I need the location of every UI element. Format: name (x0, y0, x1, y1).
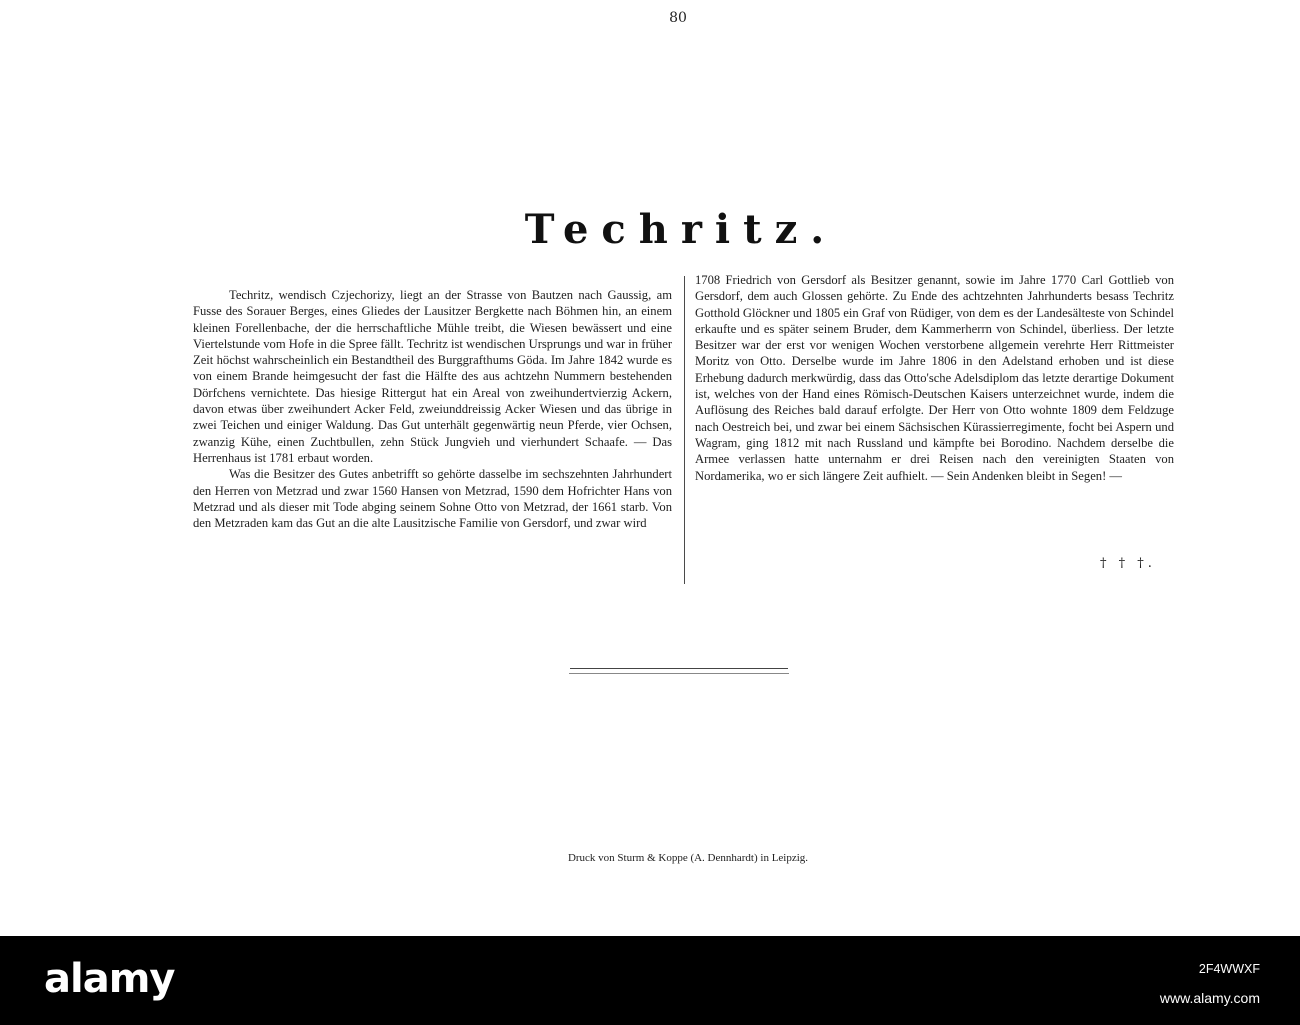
right-column (695, 272, 1174, 484)
article-title: Techritz. (524, 206, 838, 253)
printer-imprint: Druck von Sturm & Koppe (A. Dennhardt) in Leipzig. (567, 852, 809, 864)
left-column (193, 287, 672, 531)
site-url: www.alamy.com (1159, 990, 1260, 1006)
paragraph: Techritz, wendisch Czjechorizy, liegt an der Strasse von Bautzen nach Gaussig, am Fusse des Sorauer Berges, eines Gliedes der Lausitzer Bergkette nach Böhmen hin, an einem kleinen Forellenbache, der die herrschaftliche Mühle treibt, die Wiesen bewässert und eine Viertelstunde vom Hofe in die Spree fällt. Techritz ist wendischen Ursprungs und war in früher Zeit höchst wahrscheinlich ein Bestandtheil des Burggrafthums Göda. Im Jahre 1842 wurde es von einem Brande heimgesucht der fast die Hälfte des aus achtzehn Nummern bestehenden Dörfchens vernichtete. Das hiesige Rittergut hat ein Areal von zweihundertvierzig Ackern, davon etwas über zweihundert Acker Feld, zweiunddreissig Acker Wiesen und das übrige in zwei Teichen und einiger Waldung. Das Gut unterhält gegenwärtig neun Pferde, vier Ochsen, zwanzig Kühe, einen Zuchtbullen, zehn Stück Jungvieh und vierhundert Schaafe. — Das Herrenhaus ist 1781 erbaut worden. (193, 288, 673, 465)
paragraph: 1708 Friedrich von Gersdorf als Besitzer genannt, sowie im Jahre 1770 Carl Gottlieb von Gersdorf, dem auch Glossen gehörte. Zu Ende des achtzehnten Jahrhunderts besass Techritz Gotthold Glöckner und 1805 ein Graf von Rüdiger, von dem es der Landesälteste von Schindel erkaufte und es später seinem Bruder, dem Kammerherrn von Schindel, überliess. Der letzte Besitzer war der erst vor wenigen Wochen verstorbene allgemein verehrte Herr Rittmeister Moritz von Otto. Derselbe wurde im Jahre 1806 in den Adelstand erhoben und ist diese Erhebung dadurch merkwürdig, dass das Otto'sche Adelsdiplom das letzte derartige Dokument ist, welches von der Hand eines Römisch-Deutschen Kaisers unterzeichnet wurde, indem die Auflösung des Reiches bald darauf erfolgte. Der Herr von Otto wohnte 1809 dem Feldzuge nach Oestreich bei, und zwar bei einem Sächsischen Kürassierregimente, focht bei Aspern und Wagram, ging 1812 mit nach Russland und kämpfte bei Borodino. Nachdem derselbe die Armee verlassen hatte unternahm er drei Reisen nach den vereinigten Staaten von Nordamerika, wo er sich längere Zeit aufhielt. — Sein Andenken bleibt in Segen! — (695, 273, 1174, 483)
stock-footer-bar (0, 936, 1300, 1025)
ornamental-rule (570, 668, 788, 669)
column-divider (684, 276, 685, 584)
page-number: 80 (669, 10, 687, 26)
alamy-logo: alamy (44, 956, 175, 1002)
ornamental-rule (569, 673, 789, 674)
image-id: 2F4WWXF (1198, 962, 1260, 976)
signature: † † †. (1100, 556, 1156, 571)
paragraph: Was die Besitzer des Gutes anbetrifft so gehörte dasselbe im sechszehnten Jahrhundert den Herren von Metzrad und zwar 1560 Hansen von Metzrad, 1590 dem Hofrichter Hans von Metzrad und als dieser mit Tode abging seinem Sohne Otto von Metzrad, der 1661 starb. Von den Metzraden kam das Gut an die alte Lausitzische Familie von Gersdorf, und zwar wird (193, 467, 672, 531)
